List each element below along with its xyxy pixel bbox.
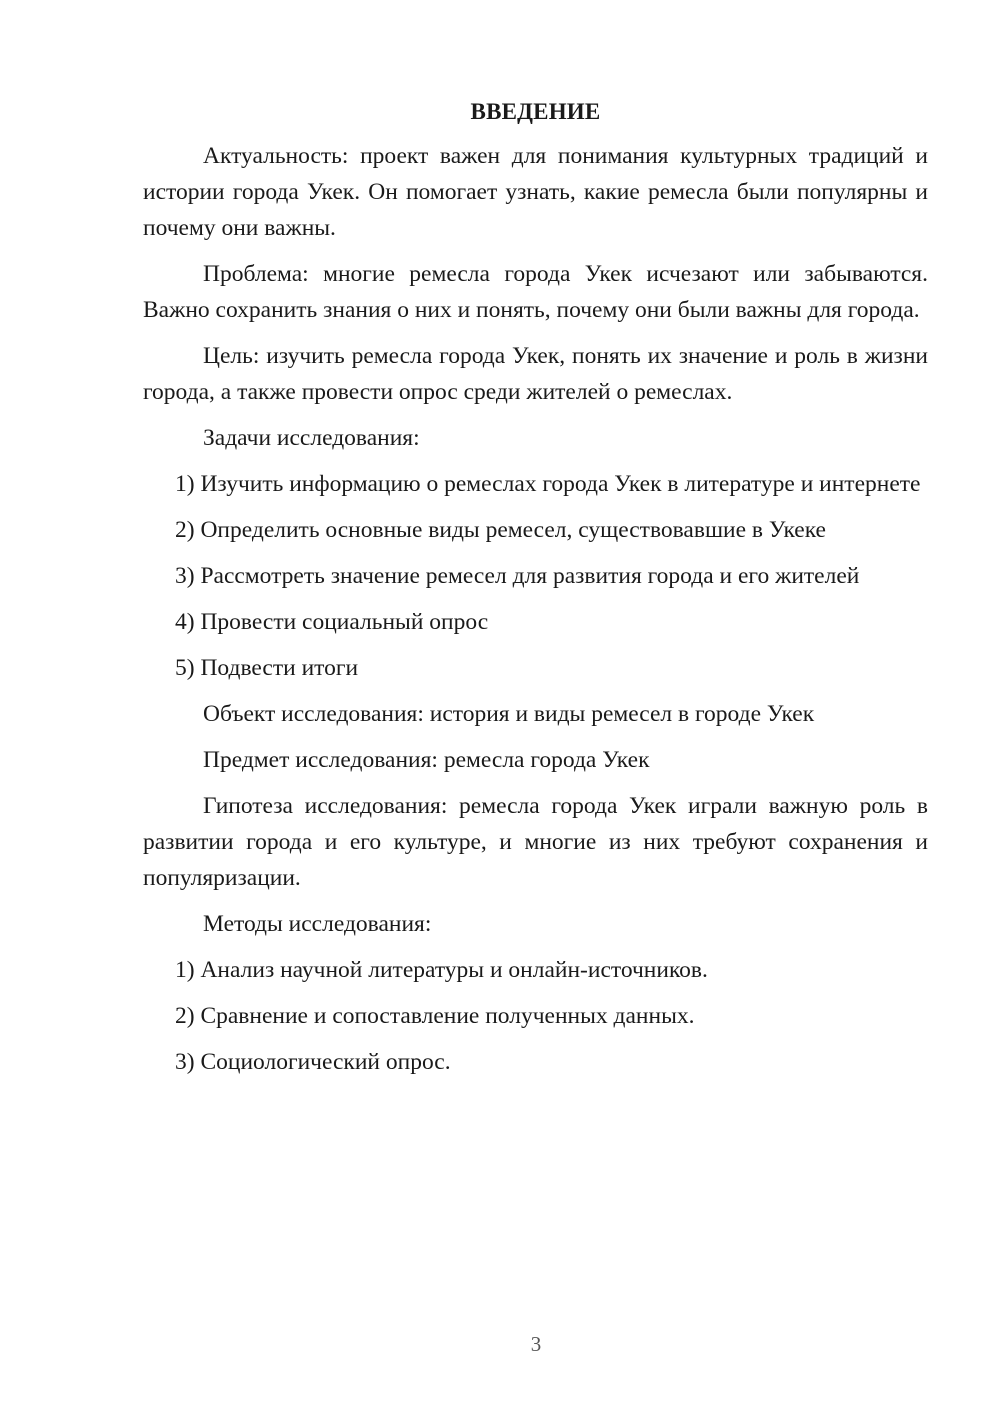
goal-paragraph: Цель: изучить ремесла города Укек, понять их значение и роль в жизни города, а также провести опрос среди жителей о ремеслах. xyxy=(143,343,928,405)
methods-block xyxy=(143,906,928,1080)
tasks-label: Задачи исследования: xyxy=(203,425,420,451)
research-object: Объект исследования: история и виды ремесел в городе Укек xyxy=(203,701,815,727)
research-hypothesis: Гипотеза исследования: ремесла города Укек играли важную роль в развитии города и его культуре, и многие из них требуют сохранения и популяризации. xyxy=(143,793,928,891)
methods-label: Методы исследования: xyxy=(203,911,432,937)
task-item: 1) Изучить информацию о ремеслах города Укек в литературе и интернете xyxy=(175,471,921,497)
task-item: 3) Рассмотреть значение ремесел для развития города и его жителей xyxy=(175,563,860,589)
section-heading: ВВЕДЕНИЕ xyxy=(470,99,601,124)
page-number: 3 xyxy=(530,1332,542,1356)
method-item: 1) Анализ научной литературы и онлайн-источников. xyxy=(175,957,708,983)
problem-paragraph: Проблема: многие ремесла города Укек исчезают или забываются. Важно сохранить знания о них и понять, почему они были важны для города. xyxy=(143,261,928,323)
research-subject: Предмет исследования: ремесла города Укек xyxy=(203,747,650,773)
tasks-block xyxy=(143,420,928,686)
task-item: 5) Подвести итоги xyxy=(175,655,359,681)
page-content xyxy=(143,94,928,1090)
method-item: 3) Социологический опрос. xyxy=(175,1049,451,1075)
task-item: 2) Определить основные виды ремесел, существовавшие в Укеке xyxy=(175,517,826,543)
task-item: 4) Провести социальный опрос xyxy=(175,609,489,635)
method-item: 2) Сравнение и сопоставление полученных данных. xyxy=(175,1003,695,1029)
relevance-paragraph: Актуальность: проект важен для понимания культурных традиций и истории города Укек. Он помогает узнать, какие ремесла были популярны и почему они важны. xyxy=(143,143,928,241)
